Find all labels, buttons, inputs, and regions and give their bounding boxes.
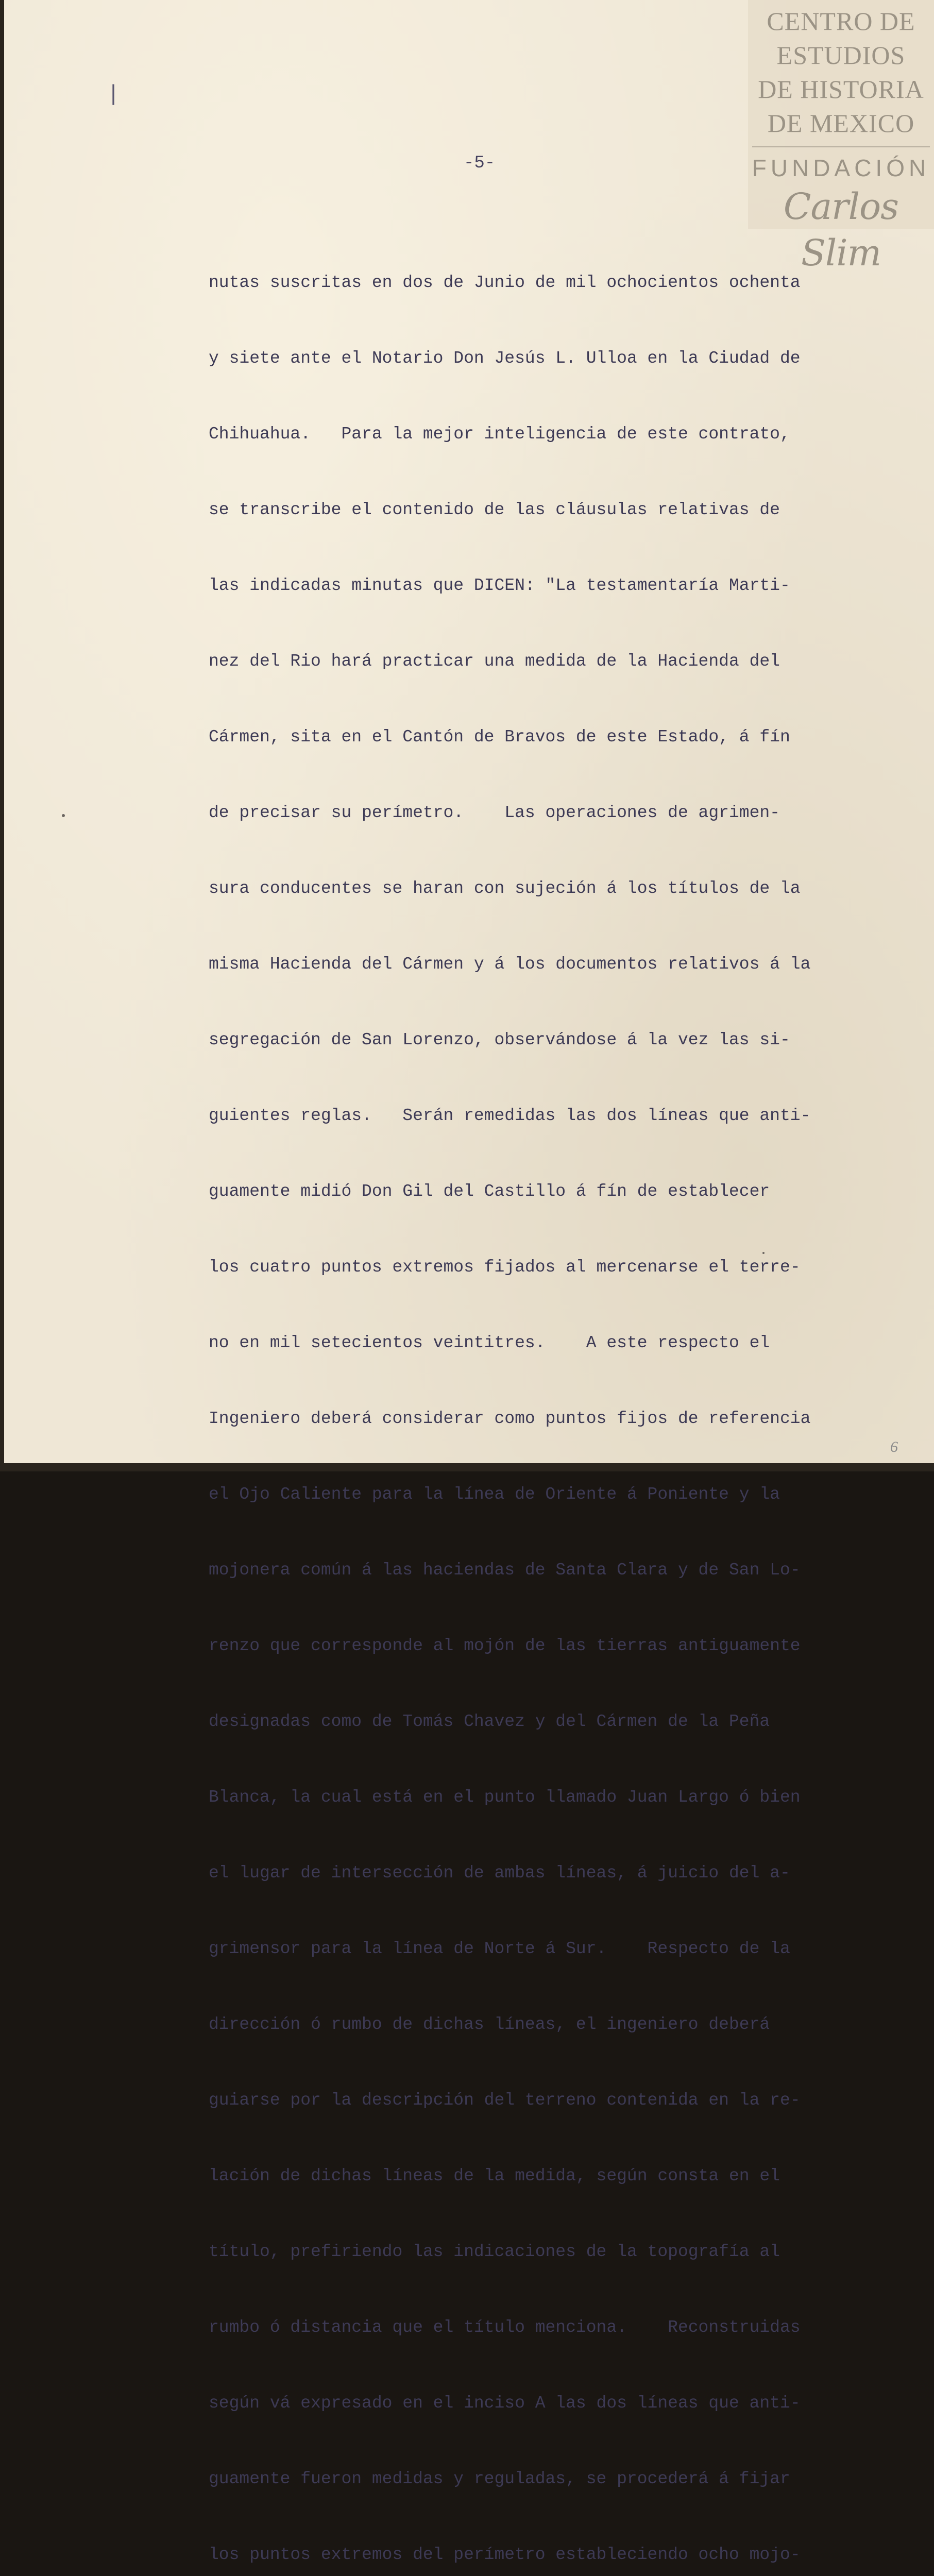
- archive-watermark: [748, 0, 934, 274]
- text-line: lación de dichas líneas de la medida, según consta en el: [209, 2166, 780, 2185]
- watermark-line: DE MEXICO: [767, 109, 915, 138]
- text-line: dirección ó rumbo de dichas líneas, el ingeniero deberá: [209, 2015, 770, 2034]
- text-line: guamente fueron medidas y reguladas, se procederá á fijar: [209, 2469, 790, 2488]
- text-line: mojonera común á las haciendas de Santa Clara y de San Lo-: [209, 1561, 801, 1580]
- text-line: sura conducentes se haran con sujeción á los títulos de la: [209, 879, 801, 898]
- text-line: se transcribe el contenido de las cláusulas relativas de: [209, 500, 780, 519]
- text-line: según vá expresado en el inciso A las dos líneas que anti-: [209, 2394, 801, 2413]
- text-line: nez del Rio hará practicar una medida de la Hacienda del: [209, 652, 780, 671]
- text-line: los cuatro puntos extremos fijados al mercenarse el terre-: [209, 1258, 801, 1277]
- text-line: guamente midió Don Gil del Castillo á fín de establecer: [209, 1182, 770, 1201]
- text-line: renzo que corresponde al mojón de las tierras antiguamente: [209, 1636, 801, 1655]
- text-line: misma Hacienda del Cármen y á los documentos relativos á la: [209, 955, 811, 974]
- text-line: no en mil setecientos veintitres. A este respecto el: [209, 1333, 770, 1352]
- text-line: Cármen, sita en el Cantón de Bravos de este Estado, á fín: [209, 727, 790, 747]
- paper-speck: [762, 1252, 765, 1254]
- watermark-signature: Carlos Slim: [783, 185, 899, 274]
- watermark-line: ESTUDIOS: [776, 41, 906, 70]
- text-line: y siete ante el Notario Don Jesús L. Ulloa en la Ciudad de: [209, 349, 801, 368]
- text-line: Ingeniero deberá considerar como puntos fijos de referencia: [209, 1409, 811, 1428]
- text-line: el lugar de intersección de ambas líneas, á juicio del a-: [209, 1863, 790, 1883]
- text-line: Chihuahua. Para la mejor inteligencia de este contrato,: [209, 425, 790, 444]
- body-text: [209, 226, 878, 2576]
- text-line: grimensor para la línea de Norte á Sur. Respecto de la: [209, 1939, 790, 1958]
- archive-number: 6: [890, 1438, 898, 1455]
- margin-mark: |: [107, 81, 120, 105]
- paper-speck: [62, 814, 65, 817]
- text-line: el Ojo Caliente para la línea de Oriente á Poniente y la: [209, 1485, 780, 1504]
- text-line: Blanca, la cual está en el punto llamado Juan Largo ó bien: [209, 1788, 801, 1807]
- text-line: las indicadas minutas que DICEN: "La testamentaría Marti-: [209, 576, 790, 595]
- text-line: nutas suscritas en dos de Junio de mil ochocientos ochenta: [209, 273, 801, 292]
- text-line: segregación de San Lorenzo, observándose á la vez las si-: [209, 1030, 790, 1049]
- text-line: guientes reglas. Serán remedidas las dos líneas que anti-: [209, 1106, 811, 1125]
- text-line: de precisar su perímetro. Las operaciones de agrimen-: [209, 803, 780, 822]
- text-line: título, prefiriendo las indicaciones de la topografía al: [209, 2242, 780, 2261]
- text-line: guiarse por la descripción del terreno contenida en la re-: [209, 2091, 801, 2110]
- scan-edge-left: [0, 0, 4, 1471]
- watermark-line: DE HISTORIA: [758, 75, 924, 104]
- watermark-divider: [752, 146, 930, 147]
- watermark-line: CENTRO DE: [767, 7, 915, 36]
- text-line: designadas como de Tomás Chavez y del Cármen de la Peña: [209, 1712, 770, 1731]
- text-line: rumbo ó distancia que el título menciona. Reconstruidas: [209, 2318, 801, 2337]
- text-line: los puntos extremos del perímetro estableciendo ocho mojo-: [209, 2545, 801, 2564]
- watermark-foundation: FUNDACIÓN: [752, 155, 930, 181]
- page-number: -5-: [464, 154, 496, 173]
